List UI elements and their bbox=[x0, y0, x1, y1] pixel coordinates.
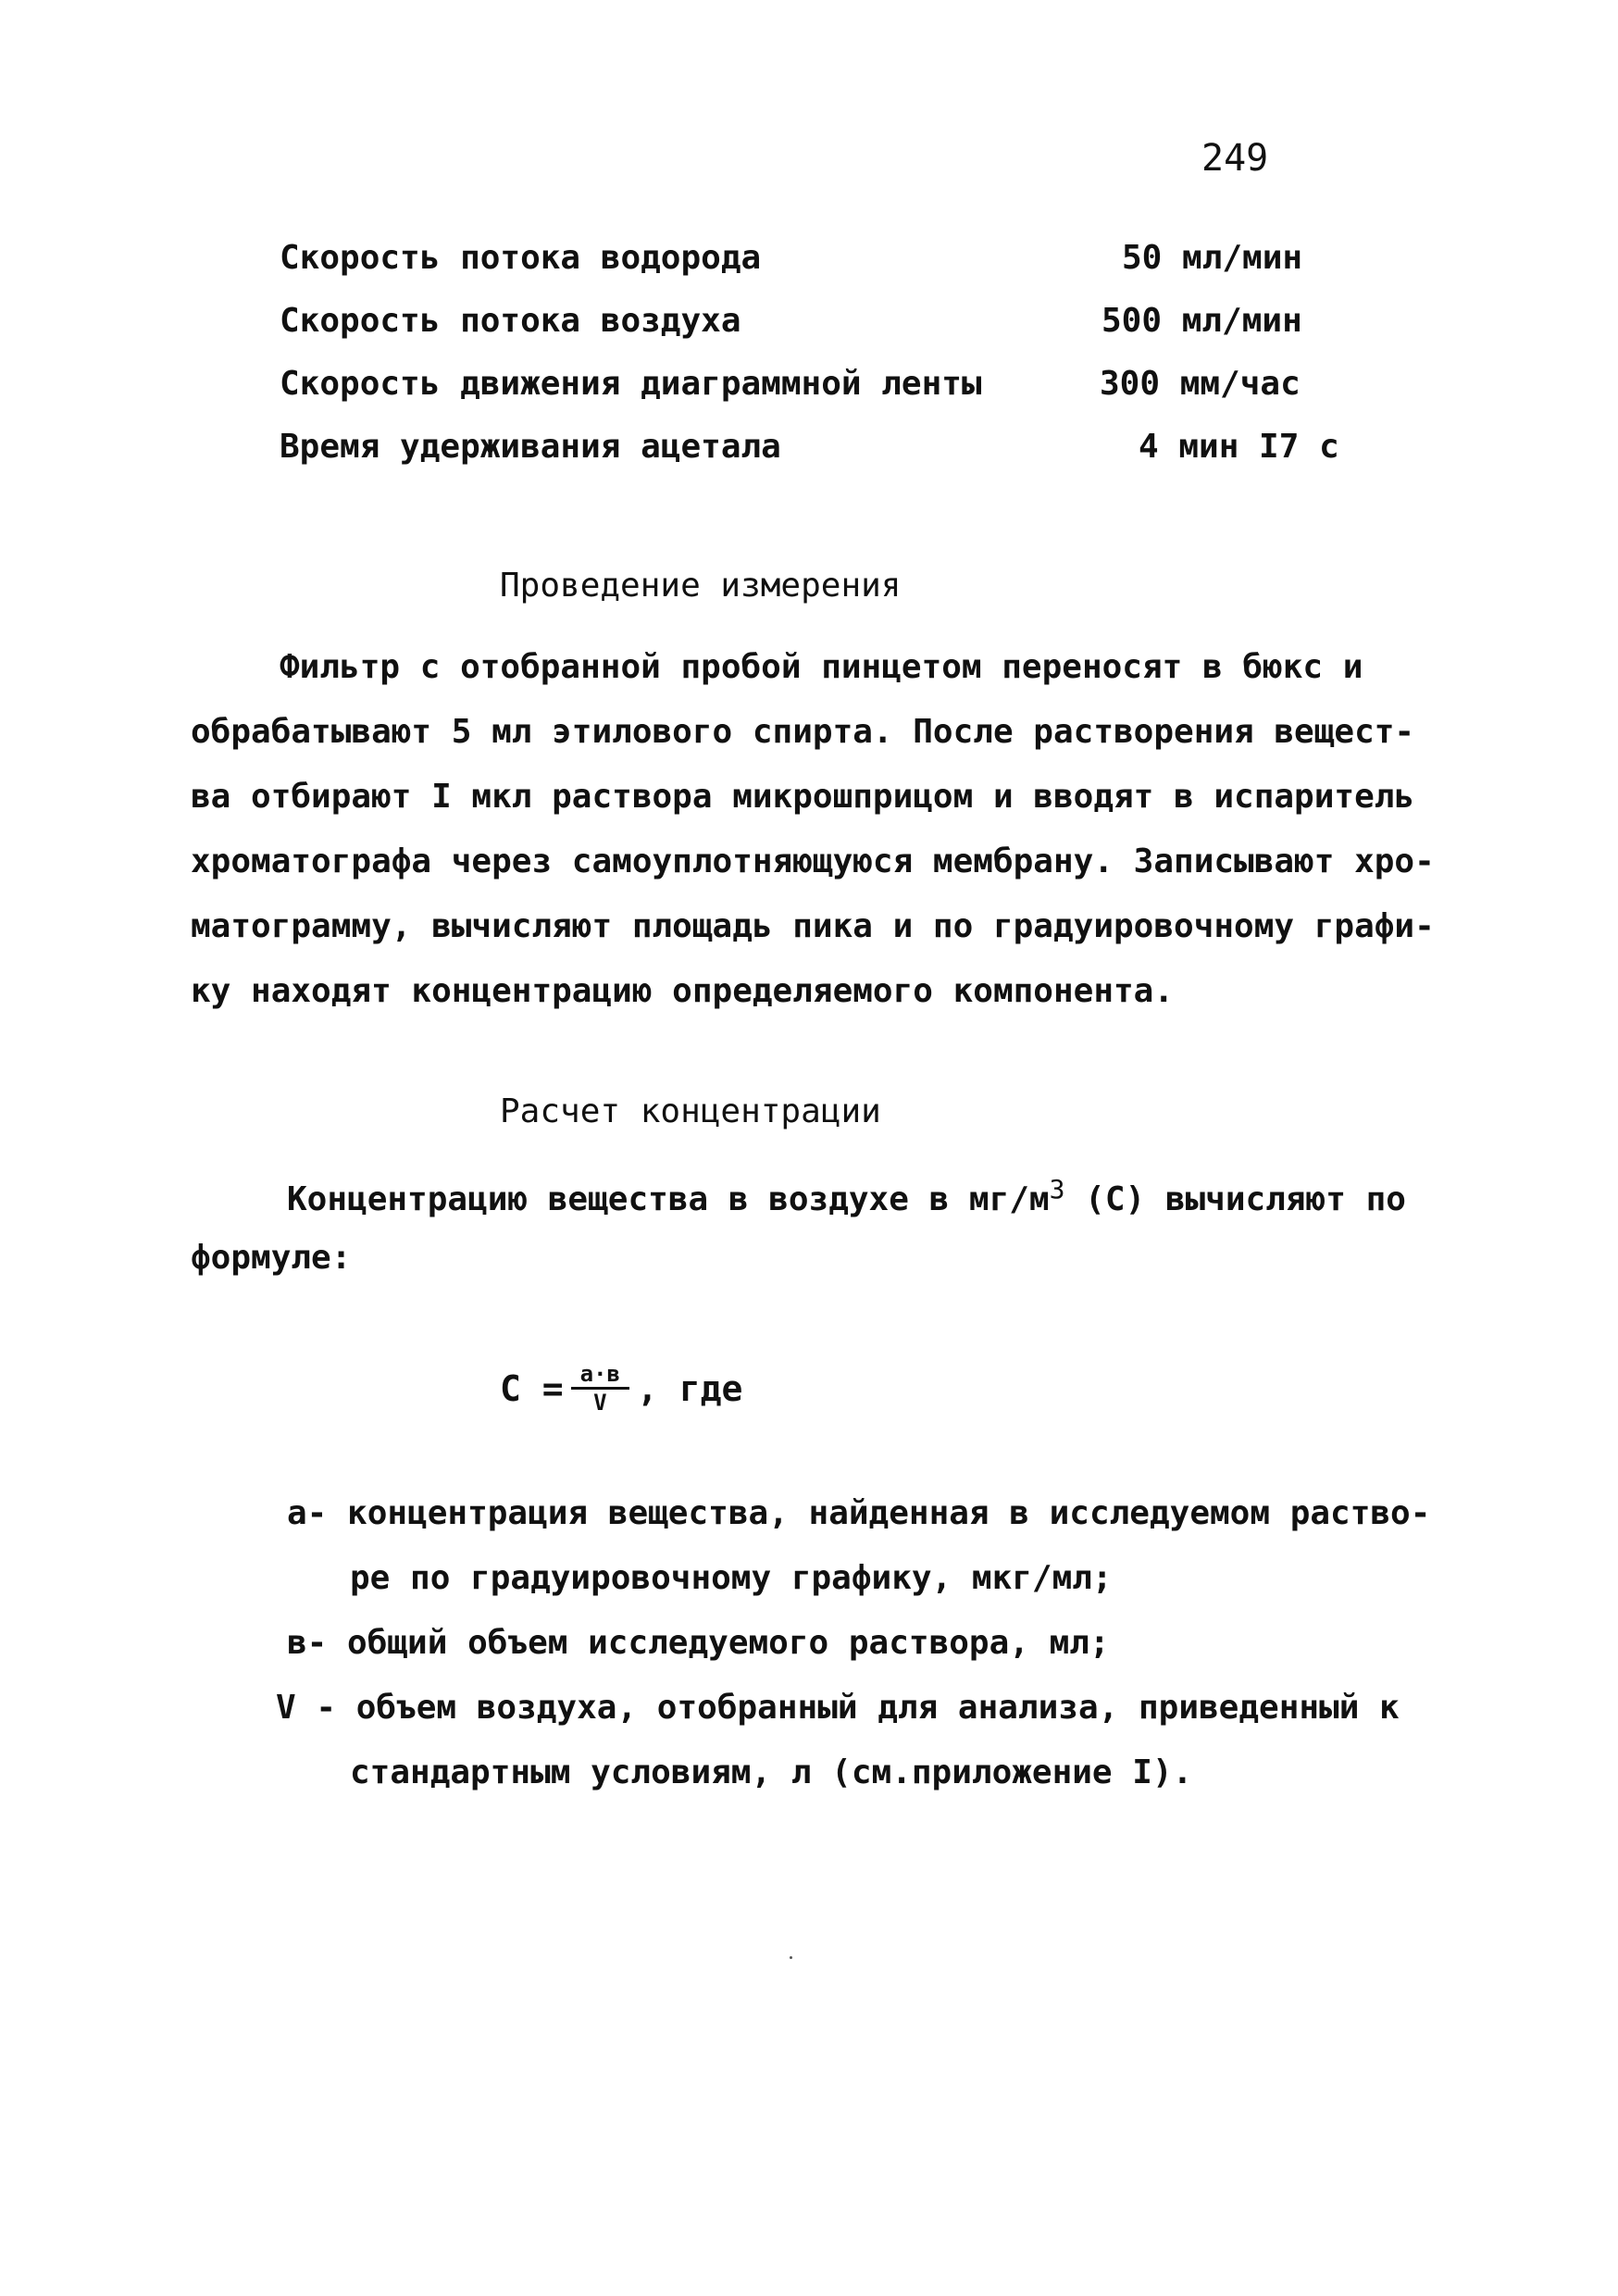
concentration-formula bbox=[500, 1363, 742, 1414]
parameter-value: 300 мм/час bbox=[1100, 365, 1301, 403]
intro-text: Концентрацию вещества в воздухе в мг/м bbox=[287, 1180, 1050, 1218]
formula-lhs: С = bbox=[500, 1367, 564, 1409]
parameters-list bbox=[280, 239, 1372, 491]
legend-item: V - объем воздуха, отобранный для анализа, приведенный к bbox=[276, 1689, 1400, 1727]
parameter-name: Скорость движения диаграммной ленты bbox=[280, 365, 982, 403]
formula-denominator: V bbox=[593, 1390, 607, 1416]
paragraph-line: обрабатывают 5 мл этилового спирта. После растворения вещест- bbox=[191, 713, 1415, 751]
parameter-value: 50 мл/мин bbox=[1122, 239, 1303, 277]
parameter-name: Скорость потока воздуха bbox=[280, 302, 741, 340]
page-number: 249 bbox=[1201, 137, 1269, 180]
paragraph-line: матограмму, вычисляют площадь пика и по градуировочному графи- bbox=[191, 907, 1435, 945]
formula-fraction bbox=[571, 1363, 629, 1414]
paragraph-line: Фильтр с отобранной пробой пинцетом переносят в бюкс и bbox=[280, 648, 1363, 686]
parameter-name: Скорость потока водорода bbox=[280, 239, 762, 277]
scan-speck bbox=[790, 1956, 792, 1959]
paragraph-line: ку находят концентрацию определяемого компонента. bbox=[191, 972, 1175, 1010]
parameter-row bbox=[280, 239, 1372, 302]
parameter-row bbox=[280, 365, 1372, 428]
parameter-row bbox=[280, 302, 1372, 365]
section-heading-calculation: Расчет концентрации bbox=[500, 1092, 881, 1130]
legend-item: а- концентрация вещества, найденная в исследуемом раство- bbox=[287, 1494, 1431, 1532]
parameter-value: 4 мин I7 с bbox=[1139, 428, 1339, 466]
superscript-exponent: 3 bbox=[1049, 1174, 1065, 1204]
parameter-value: 500 мл/мин bbox=[1101, 302, 1302, 340]
section-heading-measurement: Проведение измерения bbox=[500, 567, 902, 605]
paragraph-line: хроматографа через самоуплотняющуюся мембрану. Записывают хро- bbox=[191, 842, 1435, 880]
formula-tail: , где bbox=[637, 1367, 743, 1409]
parameter-row bbox=[280, 428, 1372, 491]
legend-item: в- общий объем исследуемого раствора, мл; bbox=[287, 1624, 1110, 1662]
paragraph-line: формуле: bbox=[191, 1239, 352, 1277]
legend-item-continuation: стандартным условиям, л (см.приложение I). bbox=[350, 1753, 1193, 1791]
intro-tail: (С) вычисляют по bbox=[1064, 1180, 1406, 1218]
formula-numerator: а·в bbox=[571, 1363, 629, 1390]
legend-item-continuation: ре по градуировочному графику, мкг/мл; bbox=[350, 1559, 1113, 1597]
paragraph-line: ва отбирают I мкл раствора микрошприцом и вводят в испаритель bbox=[191, 778, 1415, 816]
parameter-name: Время удерживания ацетала bbox=[280, 428, 781, 466]
paragraph-line bbox=[287, 1174, 1406, 1218]
